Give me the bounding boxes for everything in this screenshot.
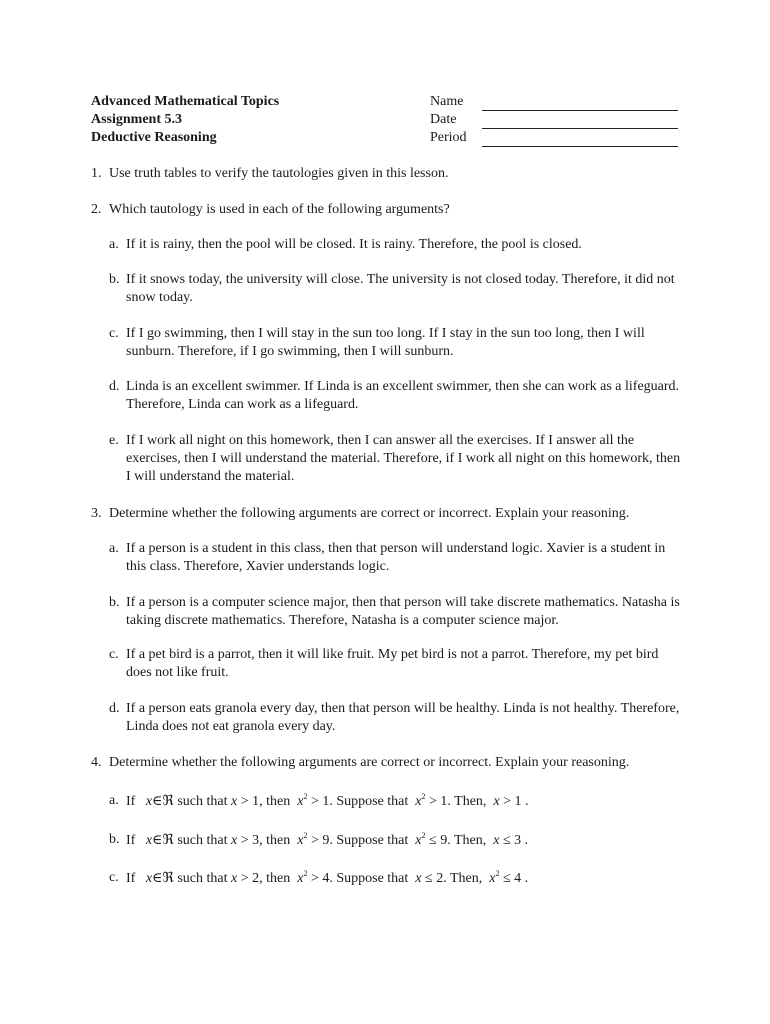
condition-1: > 1	[240, 794, 260, 809]
such-that-text: such that	[177, 833, 228, 848]
if-word: If	[126, 833, 136, 848]
element-of-symbol: ∈	[152, 833, 163, 848]
question-number: 1.	[91, 166, 102, 181]
item-letter: a.	[109, 541, 119, 556]
item-text: If a person is a computer science major, then that person will take discrete mathematics. Natasha is taking discrete mathematics. Therefore, Natasha is a computer science major.	[126, 595, 680, 628]
math-variable: x	[145, 794, 153, 809]
item-text: If x∈ℜ such that x > 2, then $x^2 > 4$. Suppose that x ≤ 2. Then, $x^2 \le 4$ .	[126, 869, 529, 886]
then-text: . Then,	[447, 833, 487, 848]
condition-4: ≤ 3	[502, 833, 522, 848]
such-that-text: such that	[177, 871, 228, 886]
question-2d	[109, 378, 684, 414]
question-4	[91, 754, 691, 772]
real-numbers-symbol: ℜ	[162, 832, 174, 848]
name-label: Name	[430, 94, 464, 109]
then-text: . Then,	[443, 871, 483, 886]
condition-3: > 1	[429, 794, 448, 809]
name-field	[430, 93, 678, 111]
item-letter: a.	[109, 237, 119, 252]
then-text: , then	[259, 871, 291, 886]
item-letter: c.	[109, 870, 119, 885]
question-text: Determine whether the following arguments are correct or incorrect. Explain your reasoning.	[109, 506, 630, 521]
condition-2: > 1	[310, 794, 330, 809]
math-variable: x	[297, 833, 304, 848]
question-3a	[109, 540, 684, 576]
item-text: If a person eats granola every day, then that person will be healthy. Linda is not healthy. Therefore, Linda does not eat granola every day.	[126, 701, 680, 734]
item-text: If it is rainy, then the pool will be closed. It is rainy. Therefore, the pool is closed.	[126, 237, 582, 252]
math-variable: x	[145, 833, 153, 848]
then-text: , then	[259, 794, 291, 809]
exponent: 2	[303, 792, 308, 801]
math-variable: x	[297, 794, 304, 809]
item-text: Linda is an excellent swimmer. If Linda is an excellent swimmer, then she can work as a lifeguard. Therefore, Linda can work as a lifeguard.	[126, 379, 680, 412]
item-letter: d.	[109, 379, 120, 394]
item-letter: b.	[109, 272, 120, 287]
item-letter: d.	[109, 701, 120, 716]
item-letter: c.	[109, 326, 119, 341]
math-variable: x	[415, 794, 422, 809]
math-variable: x	[230, 833, 238, 848]
item-text: If a pet bird is a parrot, then it will like fruit. My pet bird is not a parrot. Therefore, my pet bird does not like fruit.	[126, 647, 659, 680]
exponent: 2	[495, 869, 500, 878]
real-numbers-symbol: ℜ	[162, 793, 174, 809]
condition-3: ≤ 9	[429, 833, 448, 848]
math-variable: x	[493, 794, 500, 809]
condition-1: > 3	[240, 833, 260, 848]
item-text: If x∈ℜ such that x > 3, then $x^2 > 9$. Suppose that $x^2 \le 9$. Then, x ≤ 3 .	[126, 831, 529, 848]
question-2e	[109, 432, 684, 486]
question-1	[91, 165, 691, 183]
if-word: If	[126, 871, 136, 886]
question-number: 3.	[91, 506, 102, 521]
suppose-text: Suppose that	[336, 833, 409, 848]
question-text: Determine whether the following arguments are correct or incorrect. Explain your reasoning.	[109, 755, 630, 770]
question-number: 2.	[91, 202, 102, 217]
exponent: 2	[421, 792, 426, 801]
math-variable: x	[415, 871, 422, 886]
question-text: Use truth tables to verify the tautologies given in this lesson.	[109, 166, 449, 181]
item-text: If I work all night on this homework, then I can answer all the exercises. If I answer all the exercises, then I will understand the material. Therefore, if I work all night on this homework, then I will understand the material.	[126, 433, 681, 484]
math-variable: x	[493, 833, 500, 848]
period-field	[430, 129, 678, 147]
item-text: If I go swimming, then I will stay in the sun too long. If I stay in the sun too long, then I will sunburn. Therefore, if I go swimming, then I will sunburn.	[126, 326, 645, 359]
real-numbers-symbol: ℜ	[162, 870, 174, 886]
condition-4: ≤ 4	[502, 871, 522, 886]
item-letter: a.	[109, 793, 119, 808]
element-of-symbol: ∈	[152, 794, 163, 809]
math-variable: x	[230, 794, 238, 809]
element-of-symbol: ∈	[152, 871, 163, 886]
condition-2: > 9	[310, 833, 330, 848]
period-blank-line[interactable]	[482, 135, 678, 147]
such-that-text: such that	[177, 794, 228, 809]
student-info-fields	[430, 93, 678, 147]
question-2b	[109, 271, 684, 307]
question-2c	[109, 325, 684, 361]
suppose-text: Suppose that	[336, 871, 409, 886]
assignment-number: Assignment 5.3	[91, 112, 183, 127]
header-titles	[91, 93, 279, 147]
question-4c	[109, 869, 684, 888]
question-number: 4.	[91, 755, 102, 770]
question-4a	[109, 792, 684, 811]
item-text: If a person is a student in this class, then that person will understand logic. Xavier is a student in this class. Therefore, Xavier understands logic.	[126, 541, 666, 574]
question-text: Which tautology is used in each of the following arguments?	[109, 202, 450, 217]
if-word: If	[126, 794, 136, 809]
question-3d	[109, 700, 684, 736]
name-blank-line[interactable]	[482, 99, 678, 111]
math-variable: x	[415, 833, 422, 848]
question-2	[91, 201, 691, 219]
exponent: 2	[421, 831, 426, 840]
math-variable: x	[489, 871, 496, 886]
topic-title: Deductive Reasoning	[91, 130, 217, 145]
item-letter: b.	[109, 832, 120, 847]
then-text: , then	[259, 833, 291, 848]
exponent: 2	[303, 869, 308, 878]
date-field	[430, 111, 678, 129]
math-variable: x	[145, 871, 153, 886]
item-letter: b.	[109, 595, 120, 610]
question-4b	[109, 831, 684, 850]
date-blank-line[interactable]	[482, 117, 678, 129]
course-title: Advanced Mathematical Topics	[91, 94, 280, 109]
period-label: Period	[430, 130, 467, 145]
condition-1: > 2	[240, 871, 260, 886]
then-text: . Then,	[447, 794, 487, 809]
question-2a	[109, 236, 684, 254]
question-3c	[109, 646, 684, 682]
item-letter: e.	[109, 433, 119, 448]
date-label: Date	[430, 112, 457, 127]
question-3	[91, 505, 691, 523]
condition-3: ≤ 2	[425, 871, 444, 886]
suppose-text: Suppose that	[336, 794, 409, 809]
exponent: 2	[303, 831, 308, 840]
condition-4: > 1	[503, 794, 522, 809]
condition-2: > 4	[310, 871, 330, 886]
math-variable: x	[297, 871, 304, 886]
math-variable: x	[230, 871, 238, 886]
item-text: If x∈ℜ such that x > 1, then $x^2 > 1$. Suppose that $x^2 > 1$. Then, x > 1 .	[126, 792, 529, 809]
item-text: If it snows today, the university will close. The university is not closed today. Therefore, it did not snow today.	[126, 272, 675, 305]
item-letter: c.	[109, 647, 119, 662]
question-3b	[109, 594, 684, 630]
